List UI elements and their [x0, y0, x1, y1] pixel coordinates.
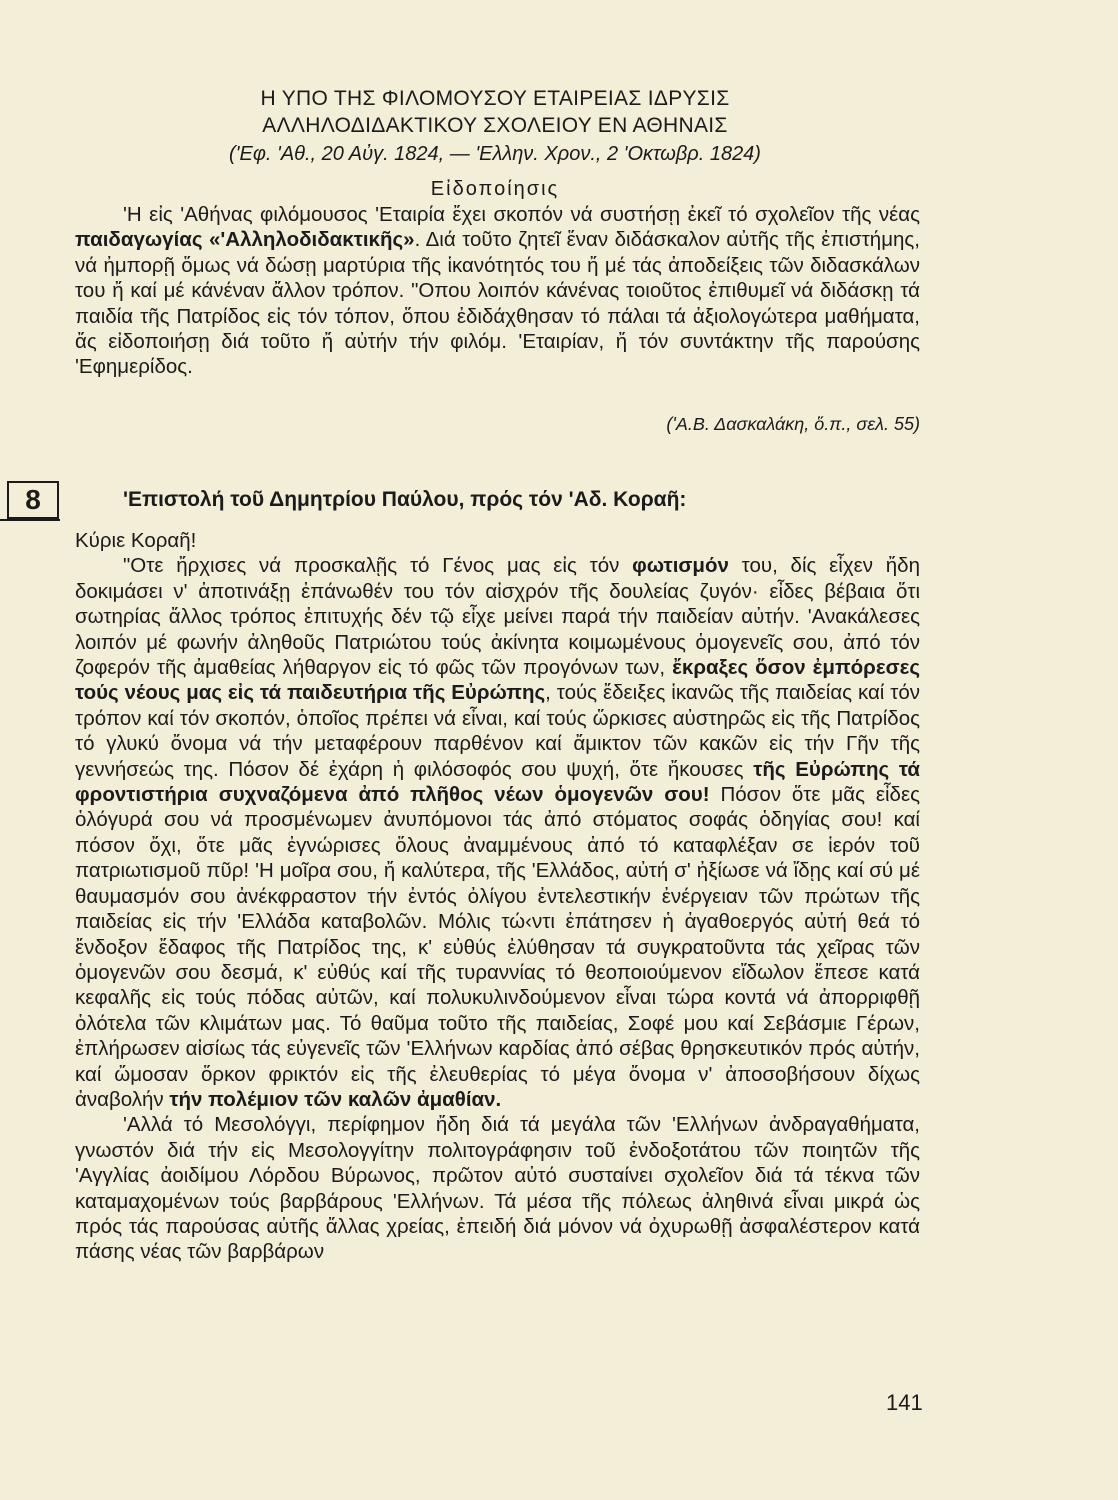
- notice-text-bold: παιδαγωγίας «'Αλληλοδιδακτικῆς»: [75, 228, 415, 252]
- letter-p1-h: τήν πολέμιον τῶν καλῶν ἀμαθίαν.: [169, 1087, 502, 1111]
- notice-citation: ('Α.Β. Δασκαλάκη, ὅ.π., σελ. 55): [666, 414, 920, 434]
- letter-p1-a: "Οτε ἤρχισες νά προσκαλῇς τό Γένος μας εἰς τόν: [123, 554, 633, 578]
- heading-line-1: Η ΥΠΟ ΤΗΣ ΦΙΛΟΜΟΥΣΟΥ ΕΤΑΙΡΕΙΑΣ ΙΔΡΥΣΙΣ: [260, 87, 730, 110]
- section-number-box: 8: [7, 481, 59, 519]
- letter-p1-f: τῆς Εὐρώπης τά φροντιστήρια συχναζόμενα ἀπό πλῆθος νέων ὁμογενῶν σου!: [75, 757, 920, 807]
- letter-p1-d: ἔκραξες ὅσον ἐμπόρεσες τούς νέους μας εἰς τά παιδευτήρια τῆς Εὐρώπης: [75, 656, 920, 705]
- heading-line-2: ΑΛΛΗΛΟΔΙΔΑΚΤΙΚΟΥ ΣΧΟΛΕΙΟΥ ΕΝ ΑΘΗΝΑΙΣ: [262, 114, 728, 137]
- letter-p1-c: του, δίς εἶχεν ἤδη δοκιμάσει ν' ἀποτινάξῃ ἐπάνωθέν του τόν αἰσχρόν τῆς δουλείας ζυγόν· εἶδες βέβαια ὅτι σωτηρίας ἄλλος τρόπος ἐπιτυχής δέν τῷ εἶχε μείνει παρά τήν παιδείαν αὐτήν. 'Ανακάλεσες λοιπόν μέ φωνήν ἀληθοῦς Πατριώτου τούς ἀκίνητα κοιμωμένους ὁμογενεῖς σου, ἀπό τόν ζοφερόν τῆς ἀμαθείας λήθαργον εἰς τό φῶς τῶν προγόνων των,: [75, 554, 920, 680]
- section-title: 'Επιστολή τοῦ Δημητρίου Παύλου, πρός τόν 'Αδ. Κοραῆ:: [123, 488, 687, 511]
- letter-body: [75, 528, 920, 1265]
- letter-p1-e: , τούς ἔδειξες ἱκανῶς τῆς παιδείας καί τόν τρόπον καί τόν σκοπόν, ὁποῖος πρέπει νά εἶναι, καί τούς ὥρκισες αὐστηρῶς εἰς τῆς Πατρίδος τό γλυκύ ὄνομα νά τήν μεταφέρουν παρθένον καί ἄμικτον τῶν κακῶν εἰς τήν Γῆν τῆς γεννήσεώς της. Πόσον δέ ἐχάρη ἡ φιλόσοφός σου ψυχή, ὅτε ἤκουσες: [75, 681, 920, 781]
- section-divider-line: [0, 519, 60, 521]
- letter-p1-b: φωτισμόν: [632, 554, 729, 578]
- notice-title: Εἰδοποίησις: [430, 178, 560, 200]
- page-number: 141: [886, 1390, 923, 1415]
- notice-paragraph: [75, 202, 920, 380]
- heading-source: ('Εφ. 'Αθ., 20 Αὐγ. 1824, — 'Ελλην. Χρον., 2 'Οκτωβρ. 1824): [229, 143, 761, 165]
- letter-paragraph-1: [75, 553, 920, 1112]
- letter-p1-g: Πόσον ὅτε μᾶς εἶδες ὁλόγυρά σου νά προσμένωμεν ἀνυπόμονοι τάς ἀπό στόματος σοφάς ὁδηγίας σου! καί πόσον ὄχι, ὅτε μᾶς ἐγνώρισες ὅλους ἀναμμένους ἀπό τό καταφλέξαν σε ἱερόν τοῦ πατριωτισμοῦ πῦρ! 'Η μοῖρα σου, ἤ καλύτερα, τῆς 'Ελλάδος, αὐτή σ' ἠξίωσε νά ἴδῃς καί σύ μέ θαυμασμόν σου ἀνέκφραστον τήν ἐντός ὀλίγου ἐντελεστικήν ἐνέργειαν τῶν πρώτων τῆς παιδείας εἰς τήν 'Ελλάδα καταβολῶν. Μόλις τώ‹ντι ἐπάτησεν ἡ ἀγαθοεργός αὐτή θεά τό ἔνδοξον ἔδαφος τῆς Πατρίδος της, κ' εὐθύς ἐλύθησαν τά συγκρατοῦντα τάς χεῖρας τῶν ὁμογενῶν σου δεσμά, κ' εὐθύς καί τῆς τυραννίας τό θεοποιούμενον εἴδωλον ἔπεσε κατά κεφαλῆς εἰς τούς πόδας αὐτῶν, καί πολυκυλινδούμενον εἶναι τώρα κοντά νά ἀπορριφθῇ ὁλότελα τῶν κλιμάτων μας. Τό θαῦμα τοῦτο τῆς παιδείας, Σοφέ μου καί Σεβάσμιε Γέρων, ἐπλήρωσεν αἰσίως τάς εὐγενεῖς τῶν 'Ελλήνων καρδίας ἀπό σέβας θρησκευτικόν πρός αὐτήν, καί ὤμοσαν ὅρκον φρικτόν εἰς τῆς ἐλευθερίας τό μέγα ὄνομα ν' ἀποσοβήσουν δίχως ἀναβολήν: [75, 783, 920, 1111]
- notice-text-c: . Διά τοῦτο ζητεῖ ἕναν διδάσκαλον αὐτῆς τῆς ἐπιστήμης, νά ἠμπορῇ ὅμως νά δώσῃ μαρτύρια τῆς ἱκανότητός του ἤ μέ τάς ἀποδείξεις τῶν διδασκάλων του ἤ καί μέ κάνέναν ἄλλον τρόπον. "Οπου λοιπόν κάνένας τοιοῦτος ἐπιθυμεῖ νά διδάσκῃ τά παιδία τῆς Πατρίδος εἰς τόν τόπον, ὅπου ἐδιδάχθησαν τό πάλαι τά ἀξιολογώτερα μαθήματα, ἄς εἰδοποιήσῃ διά τοῦτο ἤ αὐτήν τήν φιλόμ. 'Εταιρίαν, ἤ τόν συντάκτην τῆς παρούσης 'Εφημερίδος.: [75, 228, 920, 379]
- letter-salutation: Κύριε Κοραῆ!: [75, 529, 197, 552]
- notice-body: [75, 202, 920, 380]
- notice-text-a: 'Η εἰς 'Αθήνας φιλόμουσος 'Εταιρία ἔχει σκοπόν νά συστήσῃ ἐκεῖ τό σχολεῖον τῆς νέας: [123, 203, 920, 226]
- letter-paragraph-2: 'Αλλά τό Μεσολόγγι, περίφημον ἤδη διά τά μεγάλα τῶν 'Ελλήνων ἀνδραγαθήματα, γνωστόν διά τήν εἰς Μεσολογγίτην πολιτογράφησιν τοῦ ἐνδοξοτάτου τῶν ποιητῶν τῆς 'Αγγλίας ἀοιδίμου Λόρδου Βύρωνος, πρῶτον αὐτό συσταίνει σχολεῖον διά τά τέκνα τῶν καταμαχομένων τούς βαρβάρους 'Ελλήνων. Τά μέσα τῆς πόλεως ἀληθινά εἶναι μικρά ὡς πρός τάς παρούσας αὐτῆς ἄλλας χρείας, ἐπειδή διά μόνον νά ὀχυρωθῇ ἀσφαλέστερον κατά πάσης νέας τῶν βαρβάρων: [75, 1113, 920, 1264]
